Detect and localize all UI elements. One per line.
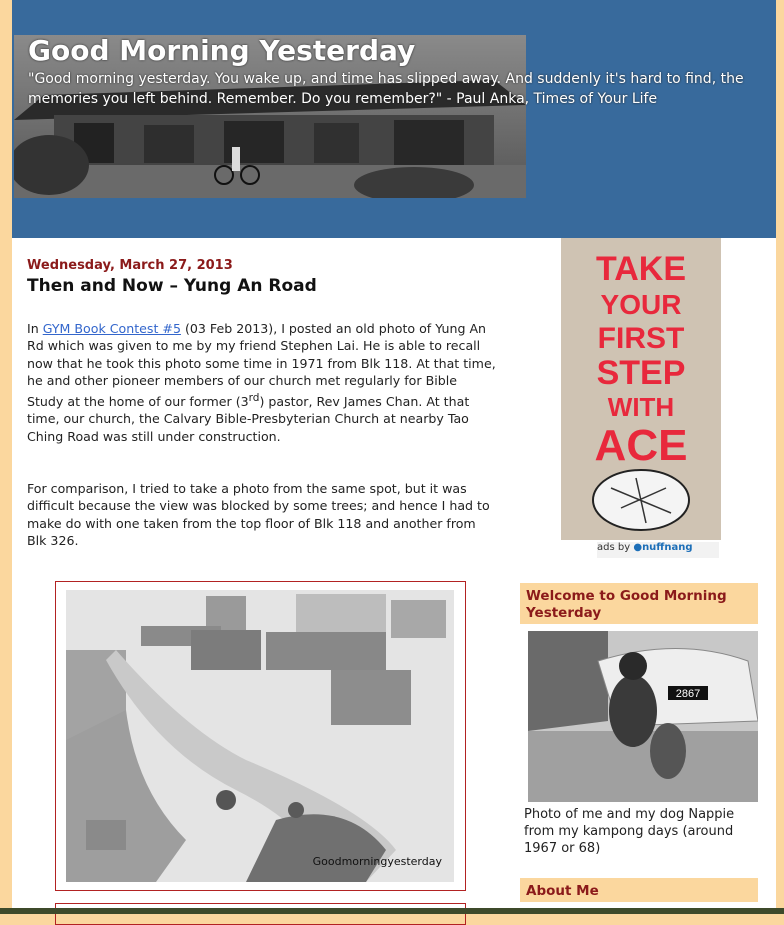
author-dog-photo[interactable]: [528, 631, 758, 802]
post-photo-frame: [55, 581, 466, 891]
main-column: [27, 258, 497, 549]
photo-watermark: Goodmorningyesterday: [312, 855, 442, 868]
p1-sup: rd: [248, 391, 260, 404]
blog-description: "Good morning yesterday. You wake up, and time has slipped away. And suddenly it's hard to find, the memories you left behind. Remember. Do you remember?" - Paul Anka, Times of Your Life: [28, 71, 744, 107]
author-photo-art: [528, 631, 758, 802]
ad-attribution[interactable]: [597, 542, 719, 558]
car-plate: 2867: [675, 688, 701, 700]
welcome-widget-title: Welcome to Good Morning Yesterday: [520, 583, 758, 624]
p1-body-b: ) pastor, Rev James Chan. At that time, our church, the Calvary Bible-Presbyterian Church at nearby Tao Ching Road was still under construction.: [27, 393, 470, 444]
page-container: [12, 0, 776, 914]
ace-advertisement[interactable]: [561, 238, 721, 540]
ad-line-2: YOUR: [600, 289, 682, 320]
ad-line-3: FIRST: [597, 322, 685, 355]
ad-art: [561, 238, 721, 540]
p1-prefix: In: [27, 321, 43, 336]
ad-line-6: ACE: [594, 421, 688, 470]
ad-attribution-brand: nuffnang: [642, 542, 693, 553]
gym-contest-link[interactable]: GYM Book Contest #5: [42, 321, 181, 336]
blog-title[interactable]: Good Morning Yesterday: [28, 34, 416, 67]
ad-line-4: STEP: [596, 354, 686, 392]
ad-attribution-prefix: ads by: [597, 542, 631, 553]
blog-header: [12, 0, 776, 238]
yung-an-road-photo[interactable]: [66, 590, 454, 882]
post-paragraph-2: For comparison, I tried to take a photo from the same spot, but it was difficult because the view was blocked by some trees; and hence I had to make do with one taken from the top floor of Blk 118 and another from Blk 326.: [27, 481, 490, 549]
ad-line-1: TAKE: [595, 250, 687, 288]
about-me-title: About Me: [520, 878, 758, 902]
post-paragraph-1: [27, 320, 497, 445]
post-title[interactable]: Then and Now – Yung An Road: [27, 276, 317, 296]
welcome-caption: Photo of me and my dog Nappie from my kampong days (around 1967 or 68): [524, 807, 735, 856]
post-photo-frame-2: [55, 903, 466, 925]
photo-art: [66, 590, 454, 882]
nuffnang-logo-icon: ●: [633, 542, 643, 553]
bottom-strip: [0, 908, 784, 914]
ad-line-5: WITH: [607, 392, 675, 422]
post-date: Wednesday, March 27, 2013: [27, 258, 233, 273]
p1-body-a: (03 Feb 2013), I posted an old photo of Yung An Rd which was given to me by my friend Stephen Lai. He is able to recall now that he took this photo some time in 1971 from Blk 118. At that time, he and other pioneer members of our church met regularly for Bible Study at the home of our former (3: [27, 321, 496, 409]
